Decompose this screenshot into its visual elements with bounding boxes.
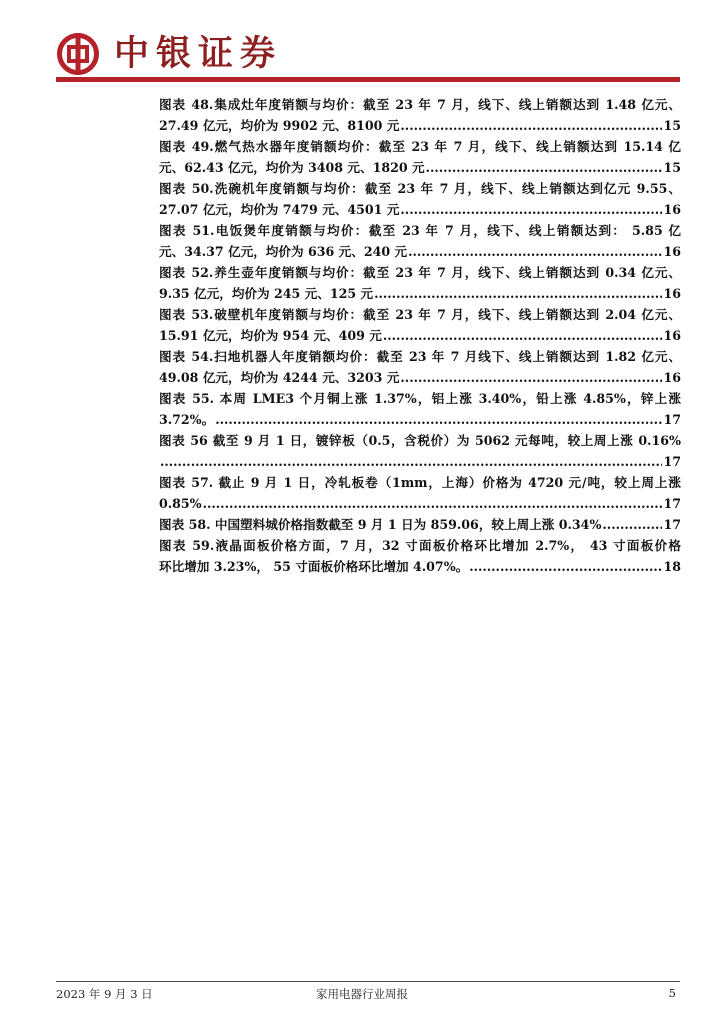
toc-entry-title-continued: 3.72%。 <box>159 412 215 427</box>
dot-leader <box>408 241 662 262</box>
toc-entry[interactable] <box>159 262 681 304</box>
toc-entry-title-continued: 元、34.37 亿元，均价为 636 元、240 元 <box>159 244 408 259</box>
toc-entry-line <box>159 514 681 535</box>
toc-entry[interactable] <box>159 346 681 388</box>
dot-leader <box>160 451 662 472</box>
dot-leader <box>400 115 662 136</box>
toc-page-number: 17 <box>663 454 681 469</box>
toc-entry-title-continued: 9.35 亿元，均价为 245 元、125 元 <box>159 286 374 301</box>
toc-page-number: 15 <box>663 160 681 175</box>
toc-entry-line <box>159 409 681 430</box>
toc-entry[interactable] <box>159 94 681 136</box>
toc-entry[interactable] <box>159 136 681 178</box>
toc-entry[interactable] <box>159 304 681 346</box>
toc-entry[interactable] <box>159 514 681 535</box>
header-divider <box>56 77 680 82</box>
toc-entry-title-continued: 0.85% <box>159 496 202 511</box>
footer-report-title: 家用电器行业周报 <box>316 987 408 1001</box>
toc-entry-title-continued: 27.07 亿元，均价为 7479 元、4501 元 <box>159 202 400 217</box>
toc-page-number: 16 <box>663 328 681 343</box>
toc-entry-line <box>159 325 681 346</box>
dot-leader <box>215 409 662 430</box>
toc-page-number: 16 <box>663 244 681 259</box>
dot-leader <box>383 325 663 346</box>
toc-entry-title: 图表 54.扫地机器人年度销额均价：截至 23 年 7 月线下、线上销额达到 1.82 亿元、 <box>159 349 681 364</box>
dot-leader <box>400 367 662 388</box>
footer-date: 2023 年 9 月 3 日 <box>56 987 153 1001</box>
footer-page-number: 5 <box>668 986 676 1000</box>
dot-leader <box>602 514 662 535</box>
dot-leader <box>426 157 663 178</box>
toc-entry-line <box>159 283 681 304</box>
dot-leader <box>400 199 662 220</box>
toc-page-number: 16 <box>663 202 681 217</box>
toc-entry-line <box>159 199 681 220</box>
toc-entry-line <box>159 556 681 577</box>
toc-entry-title: 图表 51.电饭煲年度销额与均价：截至 23 年 7 月，线下、线上销额达到： 5.85 亿 <box>159 223 681 238</box>
toc-entry-title-continued: 49.08 亿元，均价为 4244 元、3203 元 <box>159 370 400 385</box>
toc-entry-title: 图表 52.养生壶年度销额与均价：截至 23 年 7 月，线下、线上销额达到 0.34 亿元、 <box>159 265 681 280</box>
toc-page-number: 17 <box>663 496 681 511</box>
toc-entry-title-continued: 环比增加 3.23%， 55 寸面板价格环比增加 4.07%。 <box>159 559 469 574</box>
toc-entry-line <box>159 451 681 472</box>
brand-name: 中银证券 <box>114 34 283 74</box>
toc-entry[interactable] <box>159 430 681 472</box>
toc-entry-title: 图表 57. 截止 9 月 1 日，冷轧板卷（1mm，上海）价格为 4720 元/吨，较上周上涨 <box>159 475 681 490</box>
toc-entry-title: 图表 49.燃气热水器年度销额均价：截至 23 年 7 月，线下、线上销额达到 15.14 亿 <box>159 139 681 154</box>
toc-entry-line <box>159 115 681 136</box>
toc-page-number: 17 <box>663 412 681 427</box>
toc-entry[interactable] <box>159 535 681 577</box>
footer-divider <box>56 981 680 982</box>
toc-page-number: 18 <box>663 559 681 574</box>
toc-entry-line <box>159 157 681 178</box>
dot-leader <box>203 493 663 514</box>
toc-entry-title-continued: 图表 58. 中国塑料城价格指数截至 9 月 1 日为 859.06，较上周上涨 0.34% <box>159 517 602 532</box>
toc-page-number: 16 <box>663 286 681 301</box>
toc-entry-title: 图表 48.集成灶年度销额与均价：截至 23 年 7 月，线下、线上销额达到 1.48 亿元、 <box>159 97 681 112</box>
toc-entry-title-continued: 27.49 亿元，均价为 9902 元、8100 元 <box>159 118 400 133</box>
toc-entry-title: 图表 59.液晶面板价格方面，7 月，32 寸面板价格环比增加 2.7%， 43 寸面板价格 <box>159 538 681 553</box>
toc-entry-line <box>159 241 681 262</box>
toc-entry-title-continued: 元、62.43 亿元，均价为 3408 元、1820 元 <box>159 160 425 175</box>
toc-entry-title: 图表 55. 本周 LME3 个月铜上涨 1.37%，铝上涨 3.40%，铅上涨 4.85%，锌上涨 <box>159 391 681 406</box>
dot-leader <box>374 283 662 304</box>
toc-entry-line <box>159 367 681 388</box>
toc-page-number: 15 <box>663 118 681 133</box>
toc-entry-line <box>159 493 681 514</box>
toc-entry-title-continued: 15.91 亿元，均价为 954 元、409 元 <box>159 328 382 343</box>
page-header <box>56 28 680 82</box>
toc-entry-title: 图表 56 截至 9 月 1 日，镀锌板（0.5，含税价）为 5062 元每吨，较上周上涨 0.16% <box>159 433 681 448</box>
toc-page-number: 17 <box>663 517 681 532</box>
bank-of-china-logo-icon <box>56 32 100 76</box>
toc-entry-title: 图表 50.洗碗机年度销额与均价：截至 23 年 7 月，线下、线上销额达到亿元 9.55、 <box>159 181 681 196</box>
toc-entry[interactable] <box>159 472 681 514</box>
dot-leader <box>469 556 662 577</box>
toc-entry-title: 图表 53.破壁机年度销额与均价：截至 23 年 7 月，线下、线上销额达到 2.04 亿元、 <box>159 307 681 322</box>
toc-page-number: 16 <box>663 370 681 385</box>
toc-entry[interactable] <box>159 178 681 220</box>
toc-entry[interactable] <box>159 388 681 430</box>
figure-list <box>159 94 681 577</box>
toc-entry[interactable] <box>159 220 681 262</box>
